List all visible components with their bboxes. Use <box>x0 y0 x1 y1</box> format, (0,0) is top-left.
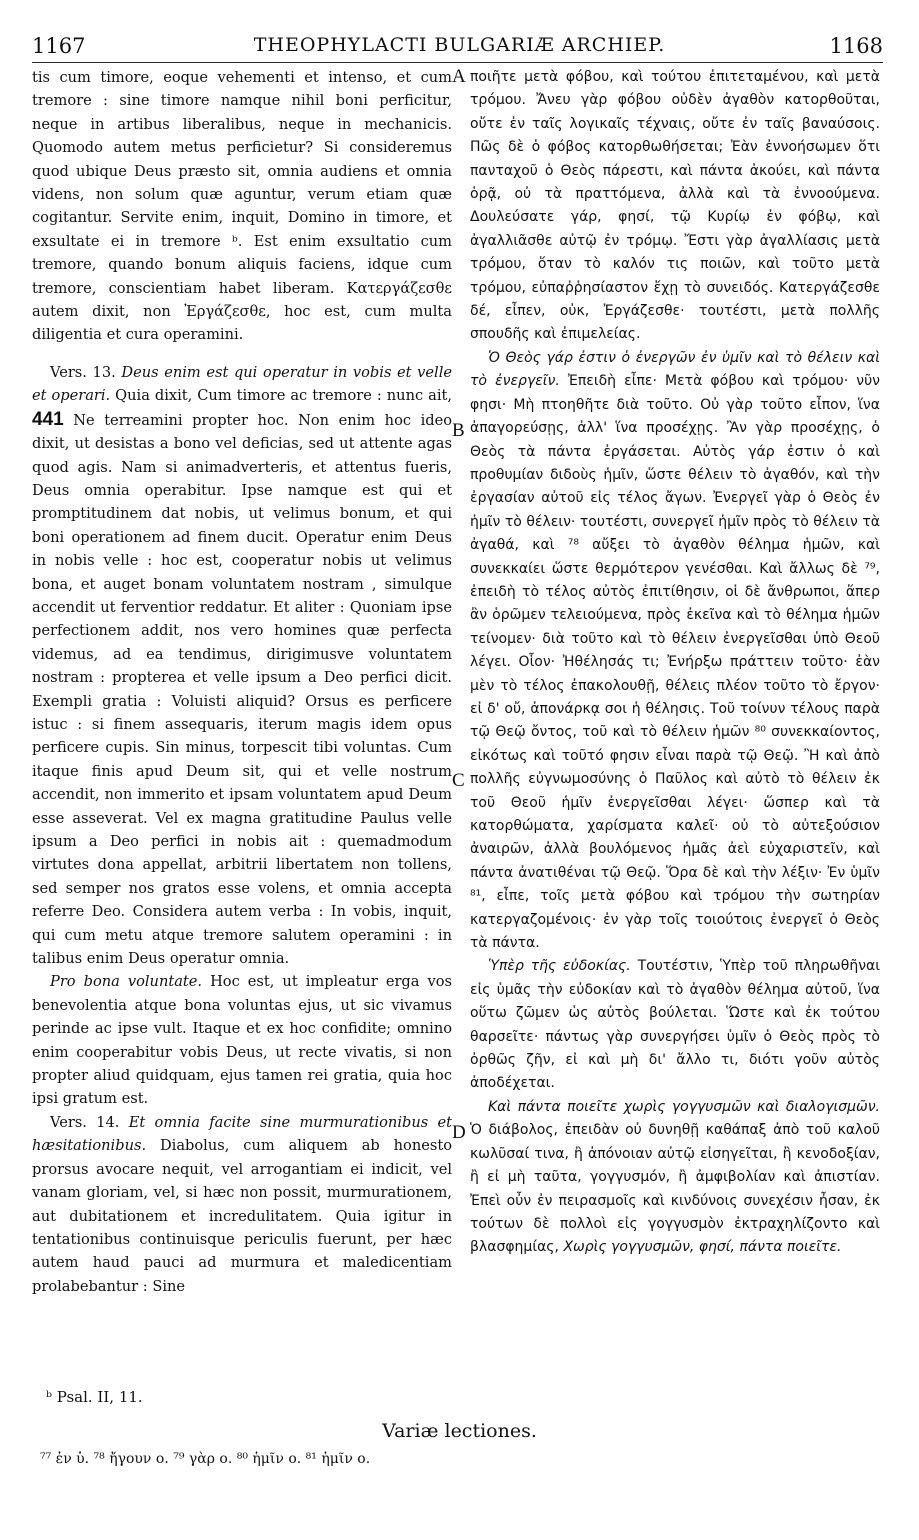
latin-text: Diabolus, cum aliquem ab honesto prorsus avocare nequit, vel arrogantiam ei indicit, vel vanam gloriam, vel, si hæc non possit, murmurationem, aut dubitationem et incredulitatem. Quia igitur in tentationibus continuisque periculis fuerunt, per hæc autem haud pauci ad murmura et maledicentiam prolabebantur : Sine <box>32 1137 452 1295</box>
greek-paragraph-3 <box>470 955 880 1095</box>
latin-text: Ne terreamini propter hoc. Non enim hoc ideo dixit, ut desistas a bono vel deficias, sed ut attente agas quod agis. Nam si animadverteris, et attentus fueris, Deus omnia operabitur. Ipse namque est qui et promptitudinem dat nobis, ut velimus bonum, et qui boni operationem ad finem ducit. Operatur enim Deus in nobis velle : hoc est, cooperatur nobis ut velimus bona, et auget bonam voluntatem nostram , simulque accendit ut ferventior reddatur. Et aliter : Quoniam ipse perfectionem addit, nos vero homines quæ perfecta videmus, ad ea tendimus, dirigimusve voluntatem nostram : propterea et velle ipsum a Deo perfici dicit. Exempli gratia : Voluisti aliquid? Orsus es perficere istuc : si finem assequaris, iterum magis idem opus perficere cupis. Sin minus, torpescit tibi voluntas. Cum itaque finis apud Deum sit, qui et velle nostrum accendit, non immerito et ipsam voluntatem apud Deum esse asseverat. Vel ex magna gratitudine Paulus velle ipsum a Deo perfici in nobis ait : quemadmodum virtutes dona appellat, arbitrii libertatem non tollens, sed semper nos gratos esse volens, et omnia accepta referre Deo. Considera autem verba : In vobis, inquit, qui cum metu atque tremore salutem operamini : in talibus enim Deus operatur omnia. <box>32 411 453 968</box>
verse-lemma: Καὶ πάντα ποιεῖτε χωρὶς γογγυσμῶν καὶ διαλογισμῶν. <box>488 1098 880 1115</box>
latin-text: Quia dixit, Cum timore ac tremore : nunc ait, <box>115 387 452 405</box>
margin-letter-b: B <box>452 420 465 441</box>
page-number-right: 1168 <box>829 34 883 58</box>
verse-lemma: Ὁ Θεὸς γάρ ἐστιν ὁ ἐνεργῶν ἐν ὑμῖν καὶ τὸ θέλειν καὶ τὸ ἐνεργεῖν. <box>470 349 880 390</box>
page-header <box>0 34 919 62</box>
latin-column <box>32 66 452 1298</box>
latin-paragraph-3 <box>32 970 452 1110</box>
running-title: THEOPHYLACTI BULGARIÆ ARCHIEP. <box>253 34 666 56</box>
header-rule <box>32 62 883 63</box>
verse-reference: Vers. 13. <box>50 363 116 381</box>
greek-text: Ὁ διάβολος, ἐπειδὰν οὐ δυνηθῇ καθάπαξ ἀπὸ τοῦ καλοῦ κωλῦσαί τινα, ἢ ἀπόνοιαν αὐτῷ εἰσηγεῖται, ἢ κενοδοξίαν, ἢ εἰ μὴ ταῦτα, γογγυσμόν, ἢ ἀμφιβολίαν καὶ ἀπιστίαν. Ἐπεὶ οὖν ἐν πειρασμοῖς καὶ κινδύνοις συνεχέσιν ἦσαν, ἐκ τούτων δὲ πολλοὶ εἰς γογγυσμὸν ἐκτραχηλίζοντο καὶ βλασφημίας, <box>470 1122 880 1256</box>
verse-lemma: Ὑπὲρ τῆς εὐδοκίας. <box>488 958 631 975</box>
margin-letter-d: D <box>452 1122 466 1143</box>
verse-lemma: Pro bona voluntate. <box>50 973 203 991</box>
greek-paragraph-1: ποιῆτε μετὰ φόβου, καὶ τούτου ἐπιτεταμένου, καὶ μετὰ τρόμου. Ἄνευ γὰρ φόβου οὐδὲν ἀγαθὸν κατορθοῦται, οὔτε ἐν ταῖς λογικαῖς τέχναις, οὔτε ἐν ταῖς βαναύσοις. Πῶς δὲ ὁ φόβος κατορθωθήσεται; Ἐὰν ἐννοήσωμεν ὅτι πανταχοῦ ὁ Θεὸς πάρεστι, καὶ πάντα ἀκούει, καὶ πάντα ὁρᾷ, οὐ τὰ πραττόμενα, ἀλλὰ καὶ τὰ ἐννοούμενα. Δουλεύσατε γάρ, φησί, τῷ Κυρίῳ ἐν φόβῳ, καὶ ἀγαλλιᾶσθε αὐτῷ ἐν τρόμῳ. Ἔστι γὰρ ἀγαλλίασις μετὰ τρόμου, ὅταν τὸ καλόν τις ποιῶν, καὶ τοῦτο μετὰ τρόμου, εὐπαῤῥησίαστον ἔχῃ τὸ συνειδός. Κατεργάζεσθε δέ, εἶπεν, οὐκ, Ἐργάζεσθε· τουτέστι, μετὰ πολλῆς σπουδῆς καὶ ἐπιμελείας. <box>470 69 880 343</box>
footnote: ᵇ Psal. II, 11. <box>46 1388 143 1406</box>
verse-reference: Vers. 14. <box>50 1113 120 1131</box>
latin-paragraph-4 <box>32 1111 452 1298</box>
greek-column <box>470 66 880 1260</box>
verse-lemma: Deus enim est qui operatur in vobis et velle et operari. <box>32 363 452 405</box>
latin-text: Hoc est, ut impleatur erga vos benevolentia atque bona voluntas ejus, ut sic vivamus perinde ac ipse vult. Itaque et ex hoc confidite; omnino enim cooperabitur vobis Deus, ut recte vivatis, si non propter aliud quidquam, ejus tamen rei gratia, quia hoc ipsi gratum est. <box>32 973 453 1108</box>
column-number: 441 <box>32 408 64 430</box>
greek-paragraph-4 <box>470 1096 880 1260</box>
verse-lemma: Χωρὶς γογγυσμῶν, φησί, πάντα ποιεῖτε. <box>563 1239 842 1256</box>
verse-lemma: Et omnia facite sine murmurationibus et hæsitationibus. <box>32 1113 453 1155</box>
margin-letter-c: C <box>452 770 465 791</box>
latin-paragraph-1: tis cum timore, eoque vehementi et intenso, et cum tremore : sine timore namque nihil boni perficitur, neque in artibus liberalibus, neque in mechanicis. Quomodo autem metus perficietur? Si consideremus quod ubique Deus præsto sit, omnia audiens et omnia videns, non solum quæ aguntur, verum etiam quæ cogitantur. Servite enim, inquit, Domino in timore, et exsultate ei in tremore ᵇ. Est enim exsultatio cum tremore, quando bonum aliquis faciens, idque cum tremore, conscientiam habet liberam. Κατεργάζεσθε autem dixit, non Ἐργάζεσθε, hoc est, cum multa diligentia et cura operamini. <box>32 69 452 344</box>
greek-paragraph-2 <box>470 347 880 956</box>
page-number-left: 1167 <box>32 34 86 58</box>
variae-lectiones-list: ⁷⁷ ἐν ὑ. ⁷⁸ ἤγουν ο. ⁷⁹ γὰρ ο. ⁸⁰ ἡμῖν ο. ⁸¹ ἡμῖν ο. <box>40 1451 371 1467</box>
margin-letter-a: A <box>452 66 466 87</box>
greek-text: Τουτέστιν, Ὑπὲρ τοῦ πληρωθῆναι εἰς ὑμᾶς τὴν εὐδοκίαν καὶ τὸ ἀγαθὸν θέλημα αὐτοῦ, ἵνα οὕτω ζῶμεν ὡς αὐτὸς βούλεται. Ὥστε καὶ ἐκ τούτου θαρσεῖτε· πάντως γὰρ συνεργήσει ὑμῖν ὁ Θεὸς πρὸς τὸ ὀρθῶς ζῆν, εἰ καὶ μὴ δι' ἄλλο τι, διότι γοῦν αὐτὸς ἀποδέχεται. <box>470 958 880 1092</box>
greek-text: Ἐπειδὴ εἶπε· Μετὰ φόβου καὶ τρόμου· νῦν φησι· Μὴ πτοηθῆτε διὰ τοῦτο. Οὐ γὰρ τοῦτο εἶπον, ἵνα ἀπαγορεύσῃς, ἀλλ' ἵνα προσέχῃς. Ἂν γὰρ προσέχῃς, ὁ Θεὸς τὰ πάντα ἐργάσεται. Αὐτὸς γάρ ἐστιν ὁ καὶ προθυμίαν διδοὺς ἡμῖν, ὥστε θέλειν τὸ ἀγαθόν, καὶ τὴν ἐργασίαν αὐτοῦ εἰς τέλος ἄγων. Ἐνεργεῖ γὰρ ὁ Θεὸς ἐν ἡμῖν τὸ θέλειν· τουτέστι, συνεργεῖ ἡμῖν πρὸς τὸ θέλειν τὰ ἀγαθά, καὶ ⁷⁸ αὔξει τὸ ἀγαθὸν θέλημα ἡμῶν, καὶ συνεκκαίει ὥστε θερμότερον γενέσθαι. Καὶ ἄλλως δὲ ⁷⁹, ἐπειδὴ τὸ τέλος αὐτὸς ἐπιτίθησιν, οἱ δὲ ἄνθρωποι, ἅπερ ἂν ὁρῶμεν τελειούμενα, πρὸς ἐκεῖνα καὶ τὸ θέλημα ἡμῶν τείνομεν· διὰ τοῦτο καὶ τὸ θέλειν ἐνεργεῖσθαι ὑπὸ Θεοῦ λέγει. Οἷον· Ἠθέλησάς τι; Ἐνήρξω πράττειν τοῦτο· ἐὰν μὲν τὸ τέλος ἐπακολουθῇ, θέλεις πλέον τοῦτο τὸ ἔργον· εἰ δ' οὔ, ἀπονάρκᾳ σοι ἡ θέλησις. Τοῦ τοίνυν τέλους παρὰ τῷ Θεῷ ὄντος, τοῦ καὶ τὸ θέλειν ἡμῶν ⁸⁰ συνεκκαίοντος, εἰκότως καὶ τοῦτό φησιν εἶναι παρὰ τῷ Θεῷ. Ἢ καὶ ἀπὸ πολλῆς εὐγνωμοσύνης ὁ Παῦλος καὶ αὐτὸ τὸ θέλειν ἐκ τοῦ Θεοῦ ἡμῖν ἐνεργεῖσθαι λέγει· ὥσπερ καὶ τὰ κατορθώματα, χαρίσματα καλεῖ· οὐ τὸ αὐτεξούσιον ἀναιρῶν, ἀλλὰ βουλόμενος ἡμᾶς ἀεὶ εὐχαριστεῖν, καὶ πάντα ἀνατιθέναι τῷ Θεῷ. Ὅρα δὲ καὶ τὴν λέξιν· Ἐν ὑμῖν ⁸¹, εἶπε, τοῖς μετὰ φόβου καὶ τρόμου τὴν σωτηρίαν κατεργαζομένοις· ἐν γὰρ τοῖς τοιούτοις ἐνεργεῖ ὁ Θεὸς τὰ πάντα. <box>470 373 880 952</box>
variae-lectiones-title: Variæ lectiones. <box>382 1420 537 1442</box>
latin-paragraph-2 <box>32 361 452 971</box>
